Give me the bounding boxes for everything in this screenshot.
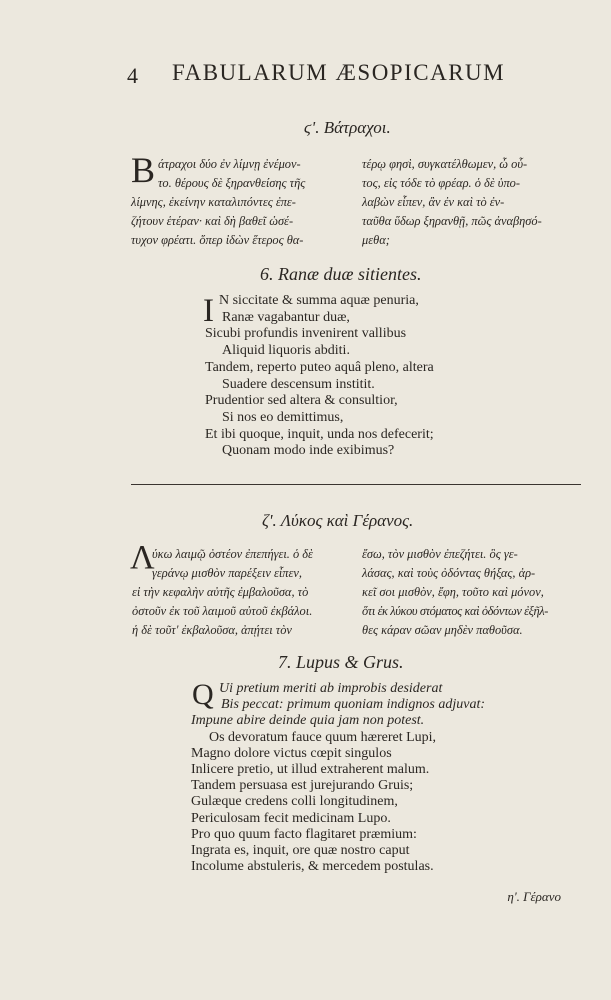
fable7-greek-right-column: [362, 545, 548, 640]
greek-line: εἰ τὴν κεφαλὴν αὐτῆς ἐμβαλοῦσα, τὸ: [132, 585, 309, 599]
verse-line: Tandem persuasa est jurejurando Gruis;: [191, 778, 414, 794]
verse-line: Inlicere pretio, ut illud extraherent malum.: [191, 762, 430, 778]
fable6-greek-left-column: [131, 155, 306, 250]
greek-line: ὅτι ἐκ λύκου στόματος καὶ ὀδόντων ἐξῆλ-: [362, 604, 548, 618]
page-number: 4: [127, 63, 138, 88]
greek-line: κεῖ σοι μισθὸν, ἔφη, τοῦτο καὶ μόνον,: [362, 585, 544, 599]
verse-line: Aliquid liquoris abditi.: [222, 343, 350, 359]
verse-line: Si nos eo demittimus,: [222, 409, 344, 425]
greek-line: ὀστοῦν ἐκ τοῦ λαιμοῦ αὐτοῦ ἐκβάλοι.: [132, 604, 313, 618]
verse-line: Periculosam fecit medicinam Lupo.: [191, 810, 391, 826]
greek-line: ἔσω, τὸν μισθὸν ἐπεζήτει. ὃς γε-: [362, 547, 518, 561]
greek-line: ταῦθα ὕδωρ ξηρανθῇ, πῶς ἀναβησό-: [362, 214, 542, 228]
greek-line: μεθα;: [362, 233, 390, 247]
fable6-greek-right-column: [362, 155, 542, 250]
fable6-latin-dropcap: I: [203, 293, 214, 329]
fable6-greek-title: ϛ'. Βάτραχοι.: [304, 118, 391, 137]
fable7-latin-dropcap: Q: [192, 678, 214, 711]
verse-line: Pro quo quum facto flagitaret præmium:: [191, 826, 417, 842]
fable7-latin-title: 7. Lupus & Grus.: [278, 652, 404, 672]
greek-line: λίμνης, ἐκείνην καταλιπόντες ἐπε-: [131, 195, 296, 209]
verse-line: N siccitate & summa aquæ penuria,: [219, 293, 419, 308]
verse-line: Ingrata es, inquit, ore quæ nostro caput: [191, 843, 410, 859]
fable7-greek-dropcap: Λ: [130, 539, 155, 576]
verse-line: Sicubi profundis invenirent vallibus: [205, 326, 407, 342]
verse-line: Tandem, reperto puteo aquâ pleno, altera: [205, 359, 434, 375]
greek-line: το. θέρους δὲ ξηρανθείσης τῆς: [158, 176, 306, 190]
greek-line: τος, εἰς τόδε τὸ φρέαρ. ὁ δὲ ὑπο-: [362, 176, 520, 190]
verse-line: Et ibi quoque, inquit, unda nos defecerit;: [205, 426, 434, 442]
greek-line: γεράνῳ μισθὸν παρέξειν εἶπεν,: [152, 566, 302, 580]
verse-line: Quonam modo inde exibimus?: [222, 443, 395, 459]
greek-line: λαβὼν εἶπεν, ἂν ἐν καὶ τὸ ἐν-: [362, 195, 505, 209]
fable7-greek-title: ζ'. Λύκος καὶ Γέρανος.: [262, 511, 414, 530]
greek-line: ζήτουν ἑτέραν· καὶ δὴ βαθεῖ ὡσέ-: [131, 214, 294, 228]
fable6-latin-verse: [205, 293, 434, 460]
verse-line-italic: Impune abire deinde quia jam non potest.: [191, 713, 425, 729]
section-divider: [131, 484, 581, 485]
verse-line-italic: Ui pretium meriti ab improbis desiderat: [219, 681, 443, 696]
fable7-greek-left-column: [132, 545, 313, 640]
fable6-latin-title: 6. Ranæ duæ sitientes.: [260, 264, 422, 284]
greek-line: λάσας, καὶ τοὺς ὀδόντας θήξας, ἀρ-: [362, 566, 536, 580]
greek-line: ύκω λαιμῷ ὀστέον ἐπεπήγει. ὁ δὲ: [152, 547, 313, 561]
verse-line: Gulæque credens colli longitudinem,: [191, 794, 398, 810]
fable7-latin-verse: [191, 681, 486, 875]
greek-line: άτραχοι δύο ἐν λίμνῃ ἐνέμον-: [158, 157, 301, 171]
verse-line-italic: Bis peccat: primum quoniam indignos adjuvat:: [221, 697, 486, 713]
verse-line: Magno dolore victus cœpit singulos: [191, 745, 392, 761]
catchword: η'. Γέρανο: [507, 889, 561, 904]
verse-line: Ranæ vagabantur duæ,: [222, 309, 350, 325]
verse-line: Suadere descensum institit.: [222, 376, 375, 392]
verse-line: Os devoratum fauce quum hæreret Lupi,: [209, 729, 437, 745]
greek-line: τέρῳ φησὶ, συγκατέλθωμεν, ὦ οὗ-: [362, 157, 528, 171]
verse-line: Incolume abstuleris, & mercedem postulas.: [191, 859, 434, 875]
greek-line: τυχον φρέατι. ὅπερ ἰδὼν ἕτερος θα-: [131, 233, 304, 247]
fable6-greek-dropcap: Β: [131, 150, 156, 190]
running-title: FABULARUM ÆSOPICARUM: [172, 60, 506, 85]
verse-line: Prudentior sed altera & consultior,: [205, 393, 398, 409]
greek-line: ἡ δὲ τοῦτ' ἐκβαλοῦσα, ἀπῄτει τὸν: [132, 623, 292, 637]
greek-line: θες κάραν σῶαν μηδὲν παθοῦσα.: [362, 623, 523, 637]
